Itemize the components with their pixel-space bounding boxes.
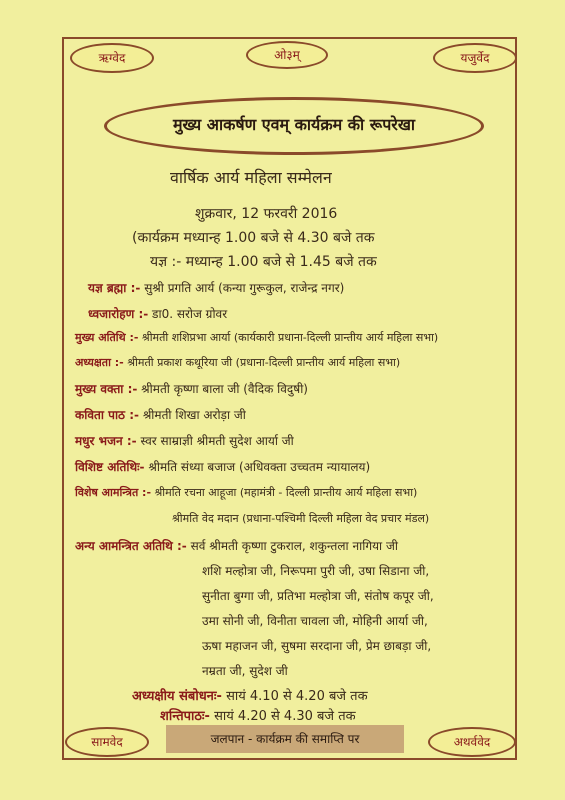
presidential-address-label: अध्यक्षीय संबोधनः-: [132, 689, 222, 704]
role-value: श्रीमती कृष्णा बाला जी (वैदिक विदुषी): [141, 382, 308, 396]
invitee-line: उमा सोनी जी, विनीता चावला जी, मोहिनी आर्या जी,: [202, 614, 428, 628]
presidential-address-time: सायं 4.10 से 4.20 बजे तक: [226, 689, 368, 704]
other-invitees-row: [75, 537, 398, 554]
role-label: ध्वजारोहण :-: [88, 307, 149, 321]
role-value: डा0. सरोज ग्रोवर: [152, 307, 228, 321]
role-label: विशेष आमन्त्रित :-: [75, 486, 152, 499]
role-label: मुख्य अतिथि :-: [75, 331, 139, 344]
role-row: [75, 330, 438, 345]
role-label: मुख्य वक्ता :-: [75, 382, 138, 396]
role-row: [75, 432, 294, 449]
corner-atharvaveda: अथर्ववेद: [428, 727, 516, 757]
invitee-line: सुनीता बुग्गा जी, प्रतिभा मल्होत्रा जी, संतोष कपूर जी,: [202, 589, 434, 603]
event-title: वार्षिक आर्य महिला सम्मेलन: [170, 168, 332, 187]
role-row: [88, 279, 344, 296]
corner-rigveda: ऋग्वेद: [70, 43, 154, 73]
shanti-path-time: सायं 4.20 से 4.30 बजे तक: [214, 709, 356, 724]
role-row: [75, 380, 308, 397]
role-value: श्रीमति रचना आहूजा (महामंत्री - दिल्ली प्रान्तीय आर्य महिला सभा): [154, 486, 418, 499]
role-value: श्रीमती शिखा अरोड़ा जी: [142, 408, 246, 422]
yagya-time: यज्ञ :- मध्यान्ह 1.00 बजे से 1.45 बजे तक: [150, 254, 377, 270]
role-row: [88, 305, 227, 322]
role-value: श्रीमती प्रकाश कथूरिया जी (प्रधाना-दिल्ली प्रान्तीय आर्य महिला सभा): [127, 356, 401, 369]
presidential-address: [132, 686, 368, 704]
shanti-path-label: शन्तिपाठः-: [160, 709, 210, 724]
role-value: श्रीमती शशिप्रभा आर्या (कार्यकारी प्रधाना-दिल्ली प्रान्तीय आर्य महिला सभा): [141, 331, 439, 344]
role-label: यज्ञ ब्रह्मा :-: [88, 281, 141, 295]
corner-om: ओ३म्: [246, 41, 328, 69]
special-invitee-2: श्रीमति वेद मदान (प्रधाना-पश्चिमी दिल्ली महिला वेद प्रचार मंडल): [172, 512, 430, 525]
banner-title: मुख्य आकर्षण एवम् कार्यक्रम की रूपरेखा: [104, 97, 484, 155]
event-date: शुक्रवार, 12 फरवरी 2016: [195, 206, 338, 222]
corner-yajurveda: यजुर्वेद: [433, 43, 517, 73]
role-row: [75, 485, 417, 500]
role-row: [75, 406, 246, 423]
role-label: अध्यक्षता :-: [75, 356, 124, 369]
role-value: स्वर साम्राज्ञी श्रीमती सुदेश आर्या जी: [140, 434, 294, 448]
role-row: [75, 458, 370, 475]
role-value: सुश्री प्रगति आर्य (कन्या गुरूकुल, राजेन्द्र नगर): [144, 281, 345, 295]
role-label: विशिष्ट अतिथिः-: [75, 460, 145, 474]
role-label: मधुर भजन :-: [75, 434, 137, 448]
invitee-line: सर्व श्रीमती कृष्णा टुकराल, शकुन्तला नागिया जी: [190, 539, 398, 553]
closing-note: जलपान - कार्यक्रम की समाप्ति पर: [166, 725, 404, 753]
corner-samaveda: सामवेद: [65, 727, 149, 757]
shanti-path: [160, 706, 356, 724]
invitee-line: नम्रता जी, सुदेश जी: [202, 664, 288, 678]
role-label: कविता पाठ :-: [75, 408, 139, 422]
program-time: (कार्यक्रम मध्यान्ह 1.00 बजे से 4.30 बजे तक: [132, 230, 375, 246]
other-invitees-label: अन्य आमन्त्रित अतिथि :-: [75, 539, 187, 553]
invitee-line: ऊषा महाजन जी, सुषमा सरदाना जी, प्रेम छाबड़ा जी,: [202, 639, 432, 653]
role-row: [75, 355, 400, 370]
invitee-line: शशि मल्होत्रा जी, निरूपमा पुरी जी, उषा सिडाना जी,: [202, 564, 430, 578]
role-value: श्रीमति संध्या बजाज (अधिवक्ता उच्चतम न्यायालय): [148, 460, 371, 474]
